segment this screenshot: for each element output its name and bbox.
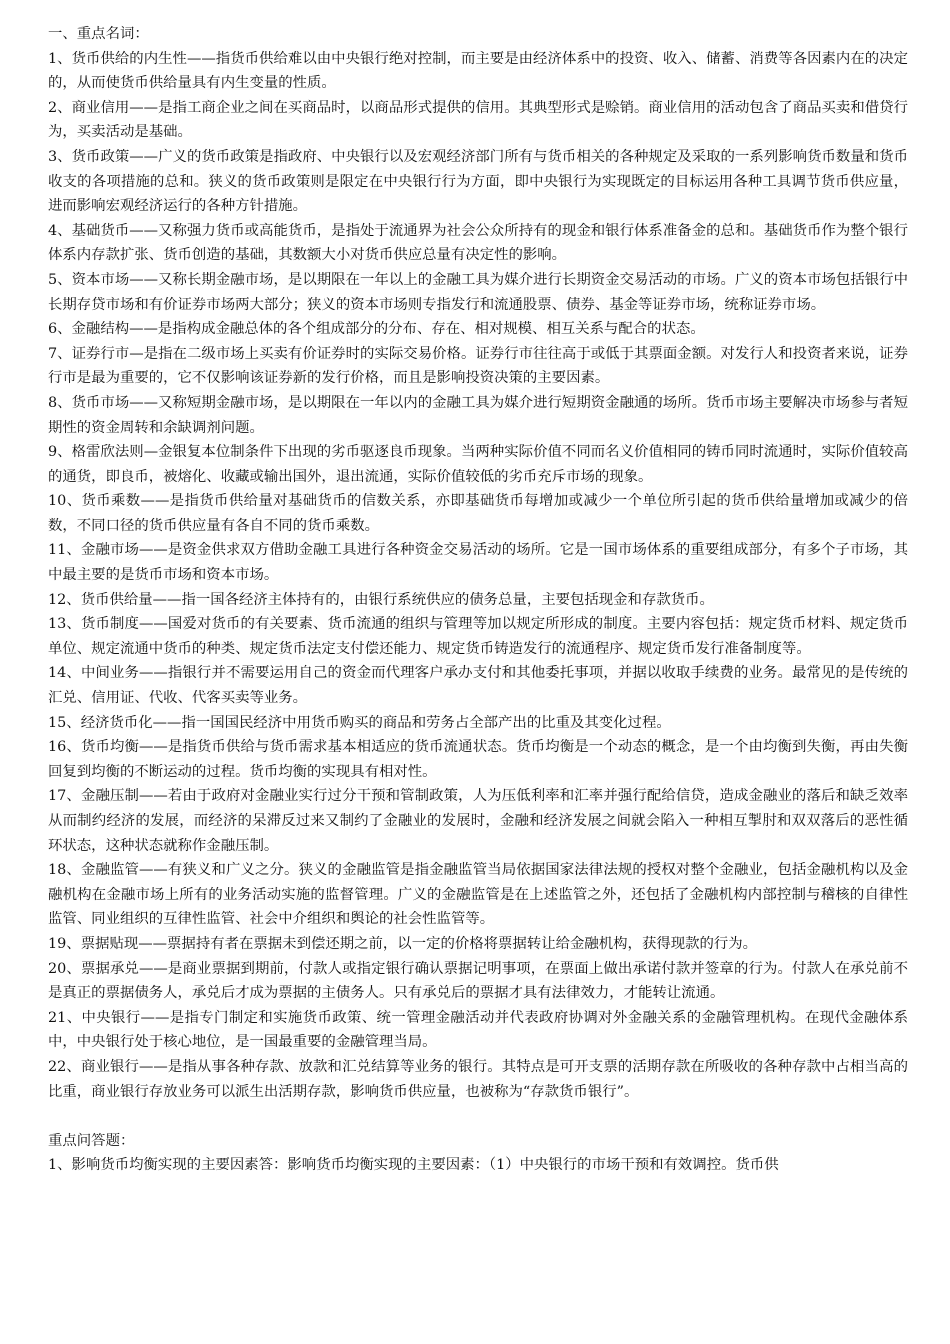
term-item-18: 18、金融监管——有狭义和广义之分。狭义的金融监管是指金融监管当局依据国家法律法规的授权对整个金融业，包括金融机构以及金融机构在金融市场上所有的业务活动实施的监督管理。广义的金融监管是在上述监管之外，还包括了金融机构内部控制与稽核的自律性监管、同业组织的互律性监管、社会中介组织和舆论的社会性监管等。 xyxy=(48,862,908,928)
term-item-12: 12、货币供给量——指一国各经济主体持有的，由银行系统供应的债务总量，主要包括现金和存款货币。 xyxy=(48,591,714,608)
term-item-13: 13、货币制度——国爱对货币的有关要素、货币流通的组织与管理等加以规定所形成的制度。主要内容包括：规定货币材料、规定货币单位、规定流通中货币的种类、规定货币法定支付偿还能力、规定货币铸造发行的流通程序、规定货币发行准备制度等。 xyxy=(48,616,908,657)
term-item-7: 7、证券行市—是指在二级市场上买卖有价证券时的实际交易价格。证券行市往往高于或低于其票面金额。对发行人和投资者来说，证券行市是最为重要的，它不仅影响该证券新的发行价格，而且是影响投资决策的主要因素。 xyxy=(48,345,908,387)
term-item-14: 14、中间业务——指银行并不需要运用自己的资金而代理客户承办支付和其他委托事项，并据以收取手续费的业务。最常见的是传统的汇兑、信用证、代收、代客买卖等业务。 xyxy=(48,665,908,707)
term-item-2: 2、商业信用——是指工商企业之间在买商品时，以商品形式提供的信用。其典型形式是赊销。商业信用的活动包含了商品买卖和借贷行为，买卖活动是基础。 xyxy=(48,99,908,141)
term-item-22: 22、商业银行——是指从事各种存款、放款和汇兑结算等业务的银行。其特点是可开支票的活期存款在所吸收的各种存款中占相当高的比重，商业银行存放业务可以派生出活期存款，影响货币供应量，也被称为“存款货币银行”。 xyxy=(48,1058,908,1100)
term-item-20: 20、票据承兑——是商业票据到期前，付款人或指定银行确认票据记明事项，在票面上做出承诺付款并签章的行为。付款人在承兑前不是真正的票据债务人，承兑后才成为票据的主债务人。只有承兑后的票据才具有法律效力，才能转让流通。 xyxy=(48,960,908,1002)
document-page xyxy=(48,22,908,1178)
term-item-6: 6、金融结构——是指构成金融总体的各个组成部分的分布、存在、相对规模、相互关系与配合的状态。 xyxy=(48,321,705,338)
term-item-16: 16、货币均衡——是指货币供给与货币需求基本相适应的货币流通状态。货币均衡是一个动态的概念，是一个由均衡到失衡，再由失衡回复到均衡的不断运动的过程。货币均衡的实现具有相对性。 xyxy=(48,739,908,780)
term-item-11: 11、金融市场——是资金供求双方借助金融工具进行各种资金交易活动的场所。它是一国市场体系的重要组成部分，有多个子市场，其中最主要的是货币市场和资本市场。 xyxy=(48,542,908,584)
section-heading-key-terms: 一、重点名词： xyxy=(48,26,149,42)
term-item-4: 4、基础货币——又称强力货币或高能货币，是指处于流通界为社会公众所持有的现金和银行体系准备金的总和。基础货币作为整个银行体系内存款扩张、货币创造的基础，其数额大小对货币供应总量有决定性的影响。 xyxy=(48,222,908,264)
term-item-1: 1、货币供给的内生性——指货币供给难以由中央银行绝对控制，而主要是由经济体系中的投资、收入、储蓄、消费等各因素内在的决定的，从而使货币供给量具有内生变量的性质。 xyxy=(48,50,908,92)
term-item-3: 3、货币政策——广义的货币政策是指政府、中央银行以及宏观经济部门所有与货币相关的各种规定及采取的一系列影响货币数量和货币收支的各项措施的总和。狭义的货币政策则是限定在中央银行行为方面，即中央银行为实现既定的目标运用各种工具调节货币供应量，进而影响宏观经济运行的各种方针措施。 xyxy=(48,148,908,215)
term-item-8: 8、货币市场——又称短期金融市场，是以期限在一年以内的金融工具为媒介进行短期资金融通的场所。货币市场主要解决市场参与者短期性的资金周转和余缺调剂问题。 xyxy=(48,394,908,436)
term-item-10: 10、货币乘数——是指货币供给量对基础货币的信数关系，亦即基础货币每增加或减少一个单位所引起的货币供给量增加或减少的倍数，不同口径的货币供应量有各自不同的货币乘数。 xyxy=(48,493,908,534)
term-item-21: 21、中央银行——是指专门制定和实施货币政策、统一管理金融活动并代表政府协调对外金融关系的金融管理机构。在现代金融体系中，中央银行处于核心地位，是一国最重要的金融管理当局。 xyxy=(48,1009,908,1051)
section-gap xyxy=(48,1104,908,1129)
term-item-19: 19、票据贴现——票据持有者在票据未到偿还期之前，以一定的价格将票据转让给金融机构，获得现款的行为。 xyxy=(48,935,758,952)
term-item-9: 9、格雷欣法则—金银复本位制条件下出现的劣币驱逐良币现象。当两种实际价值不同而名义价值相同的铸币同时流通时，实际价值较高的通货，即良币，被熔化、收藏或输出国外，退出流通，实际价值较低的劣币充斥市场的现象。 xyxy=(48,444,908,485)
term-item-5: 5、资本市场——又称长期金融市场，是以期限在一年以上的金融工具为媒介进行长期资金交易活动的市场。广义的资本市场包括银行中长期存贷市场和有价证券市场两大部分；狭义的资本市场则专指发行和流通股票、债券、基金等证券市场，统称证券市场。 xyxy=(48,271,908,313)
question-item-1: 1、影响货币均衡实现的主要因素答：影响货币均衡实现的主要因素：（1）中央银行的市场干预和有效调控。货币供 xyxy=(48,1157,779,1174)
term-item-17: 17、金融压制——若由于政府对金融业实行过分干预和管制政策，人为压低利率和汇率并强行配给信贷，造成金融业的落后和缺乏效率从而制约经济的发展，而经济的呆滞反过来又制约了金融业的发展时，金融和经济发展之间就会陷入一种相互掣肘和双双落后的恶性循环状态，这种状态就称作金融压制。 xyxy=(48,788,908,854)
term-item-15: 15、经济货币化——指一国国民经济中用货币购买的商品和劳务占全部产出的比重及其变化过程。 xyxy=(48,714,671,731)
section-heading-key-questions: 重点问答题： xyxy=(48,1132,135,1149)
